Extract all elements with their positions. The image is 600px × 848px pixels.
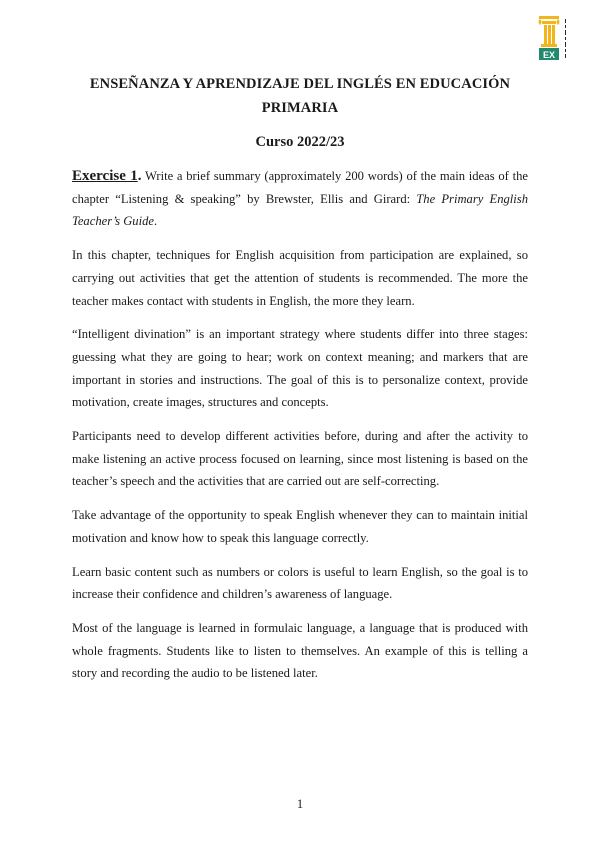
exercise-label: Exercise 1: [72, 168, 138, 184]
page-number: 1: [296, 797, 304, 811]
document-body: [72, 165, 528, 696]
paragraph: Participants need to develop different activities before, during and after the activity to make listening an active process focused on learning, since most listening is based on the teacher’s speech and the activities that are carried out are self-correcting.: [72, 429, 528, 489]
paragraph: Most of the language is learned in formulaic language, a language that is produced with whole fragments. Students like to listen to themselves. An example of this is telling a story and recording the audio to be listened later.: [72, 620, 528, 681]
paragraph: Take advantage of the opportunity to speak English whenever they can to maintain initial motivation and know how to speak this language correctly.: [72, 508, 528, 545]
exercise-label-dot: .: [137, 168, 142, 184]
exercise-end: .: [153, 214, 158, 229]
paragraph: “Intelligent divination” is an important strategy where students differ into three stages: guessing what they are going to hear; work on context meaning; and markers that are important in stories and instructions. The goal of this is to personalize context, provide motivation, create images, structures and concepts.: [72, 327, 528, 410]
exercise-book-title: The Primary English Teacher’s Guide: [72, 191, 528, 229]
column-icon: [539, 16, 560, 47]
document-title: ENSEÑANZA Y APRENDIZAJE DEL INGLÉS EN EDUCACIÓN PRIMARIA: [89, 76, 511, 116]
paragraph: In this chapter, techniques for English acquisition from participation are explained, so carrying out activities that get the attention of students is recommended. The more the teacher makes contact with students in English, the more they learn.: [72, 248, 528, 308]
exercise-text: Write a brief summary (approximately 200 words) of the main ideas of the chapter “Listening & speaking” by Brewster, Ellis and Girard:: [72, 169, 529, 206]
logo-vertical-text: [565, 19, 566, 58]
logo-text: EX: [542, 50, 556, 60]
course-year: Curso 2022/23: [255, 134, 345, 150]
paragraph: Learn basic content such as numbers or colors is useful to learn English, so the goal is to increase their confidence and children’s awareness of language.: [72, 564, 528, 602]
exercise-statement: [72, 165, 528, 233]
university-logo: [536, 13, 574, 61]
